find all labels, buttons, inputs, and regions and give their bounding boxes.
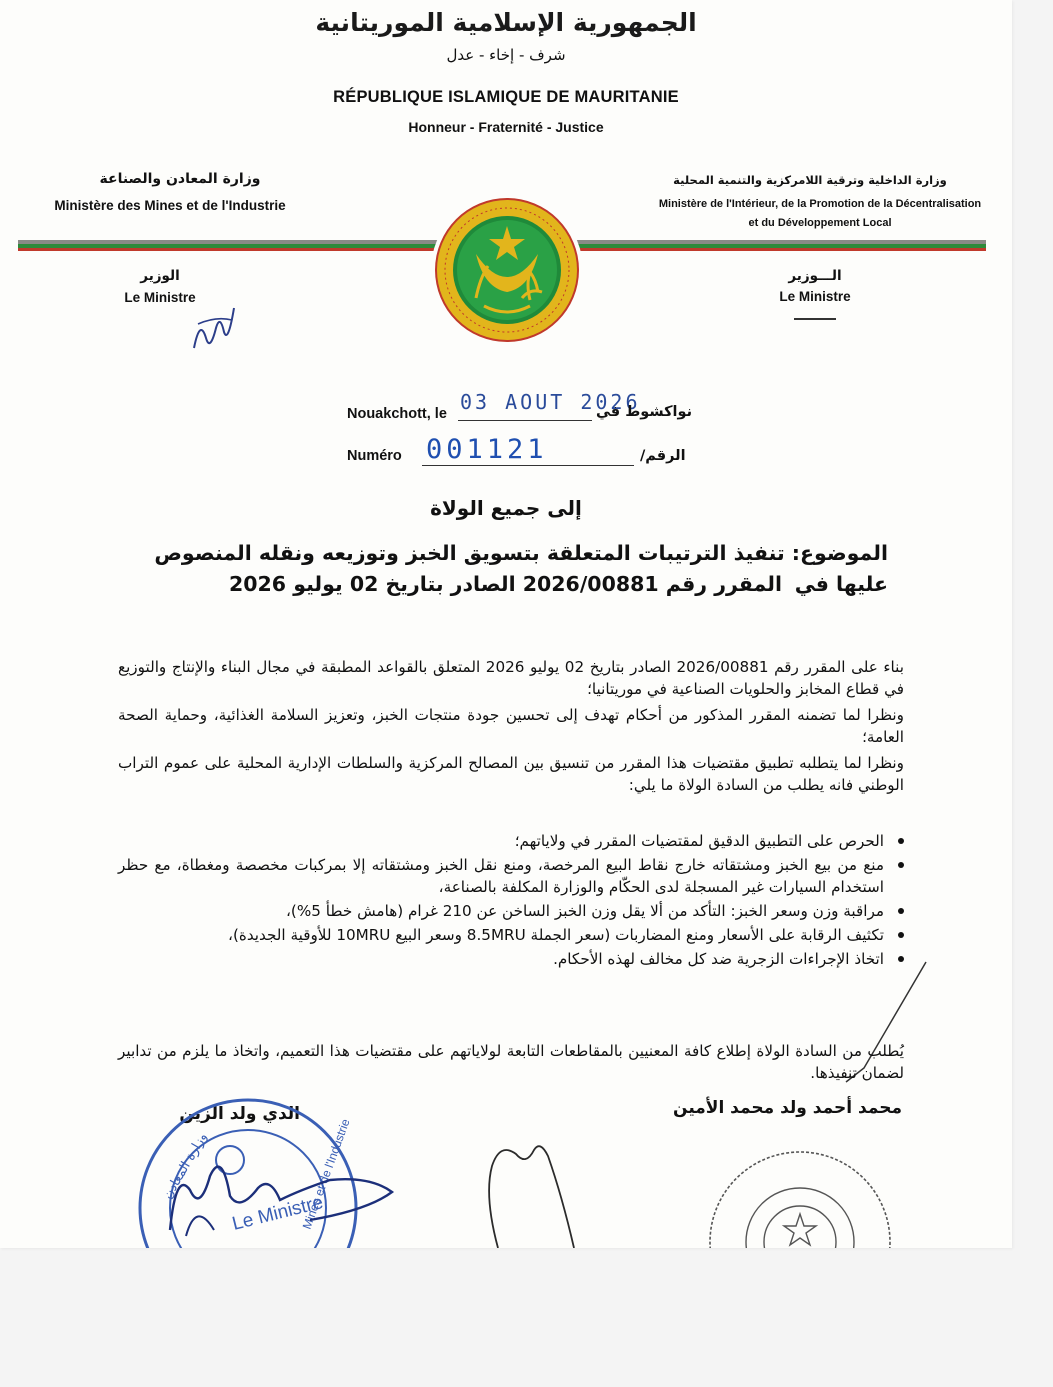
minister-title-right-ar: الـــوزير (788, 268, 842, 284)
stamp-text-minister: Le Ministre (230, 1191, 326, 1235)
instruction-text: الحرص على التطبيق الدقيق لمقتضيات المقرر في ولاياتهم؛ (514, 832, 884, 850)
bullet-icon (898, 908, 904, 914)
instruction-text: منع من بيع الخبز ومشتقاته خارج نقاط البيع المرخصة، ومنع نقل الخبز ومشتقاته إلا بمركبات مخصصة ومغطاة، مع حظر استخدام السيارات غير المسجلة لدى الحكّام والوزارة المكلفة بالصناعة، (118, 856, 884, 896)
minister-title-left-ar: الوزير (140, 268, 180, 284)
body-paragraph-3: ونظرا لما يتطلبه تطبيق مقتضيات هذا المقرر من تنسيق بين المصالح المركزية والسلطات الإدارية المحلية على عموم التراب الوطني فانه يطلب من السادة الولاة ما يلي: (118, 754, 904, 794)
list-item (118, 924, 884, 946)
bullet-icon (898, 862, 904, 868)
list-item (118, 900, 884, 922)
minister-title-left-fr: Le Ministre (124, 290, 196, 305)
signatory-right-name: محمد أحمد ولد محمد الأمين (673, 1098, 902, 1118)
list-item (118, 948, 884, 970)
ministry-interior-ar: وزارة الداخلية وترقية اللامركزية والتنمية المحلية (673, 173, 947, 187)
ministry-interior-fr-line2: et du Développement Local (748, 217, 892, 229)
interior-stamp-icon (700, 1150, 910, 1248)
subject-line-2: المقرر رقم 2026/00881 الصادر بتاريخ 02 يوليو 2026 (229, 572, 782, 596)
ministry-mines-ar: وزارة المعادن والصناعة (99, 171, 261, 187)
minister-title-right-fr: Le Ministre (779, 289, 851, 304)
ministry-interior-fr-line1: Ministère de l'Intérieur, de la Promotion de la Décentralisation (658, 198, 982, 210)
date-line (458, 420, 592, 421)
bullet-icon (898, 932, 904, 938)
instruction-text: تكثيف الرقابة على الأسعار ومنع المضاربات (سعر الجملة 8.5MRU وسعر البيع 10MRU للأوقية الجديدة)، (228, 926, 884, 944)
instructions-list (118, 830, 884, 972)
ministry-mines-fr: Ministère des Mines et de l'Industrie (54, 198, 286, 213)
number-label-fr: Numéro (347, 448, 402, 464)
place-label-ar: نواكشوط في (596, 404, 693, 420)
date-stamp: 03 AOUT 2026 (460, 390, 641, 414)
stamp-text-ministry: Mines et de l'Industrie (299, 1116, 353, 1232)
reference-number: 001121 (426, 434, 548, 465)
recipient: إلى جميع الولاة (430, 496, 582, 520)
handwritten-signature-icon (478, 1136, 598, 1248)
instruction-text: اتخاذ الإجراءات الزجرية ضد كل مخالف لهذه الأحكام. (553, 950, 884, 968)
instruction-text: مراقبة وزن وسعر الخبز: التأكد من ألا يقل وزن الخبز الساخن عن 210 غرام (هامش خطأ 5%)، (286, 902, 884, 920)
signatory-left-name: الدي ولد الزين (179, 1104, 300, 1124)
ministry-stamp-icon (130, 1080, 420, 1248)
number-line (422, 465, 634, 466)
motto-ar: شرف - إخاء - عدل (446, 46, 566, 64)
number-label-ar: الرقم/ (640, 448, 686, 464)
body-paragraph-2: ونظرا لما تضمنه المقرر المذكور من أحكام تهدف إلى تحسين جودة منتجات الخبز، وتعزيز السلامة الغذائية، وحماية الصحة العامة؛ (118, 706, 904, 746)
list-item (118, 830, 884, 852)
list-item (118, 854, 884, 898)
motto-fr: Honneur - Fraternité - Justice (408, 119, 604, 135)
republic-title-ar: الجمهورية الإسلامية الموريتانية (315, 8, 697, 37)
subject-line-1: الموضوع: تنفيذ الترتيبات المتعلقة بتسويق الخبز وتوزيعه ونقله المنصوص عليها في (154, 541, 888, 596)
republic-title-fr: RÉPUBLIQUE ISLAMIQUE DE MAURITANIE (333, 88, 679, 106)
ministry-interior-fr (640, 195, 1000, 233)
minister-underline (794, 318, 836, 320)
bullet-icon (898, 838, 904, 844)
body-paragraph-1: بناء على المقرر رقم 2026/00881 الصادر بتاريخ 02 يوليو 2026 المتعلق بالقواعد المطبقة في مجال البناء والإنتاج والتوزيع في قطاع المخابز والحلويات الصناعية في موريتانيا؛ (118, 658, 904, 698)
place-label-fr: Nouakchott, le (347, 406, 447, 422)
stamp-text-ar: وزارة المعادن (160, 1130, 211, 1202)
closing-paragraph: يُطلب من السادة الولاة إطلاع كافة المعنيين بالمقاطعات التابعة لولاياتهم على مقتضيات هذا التعميم، واتخاذ ما يلزم من تدابير لضمان تنفيذها. (118, 1042, 904, 1082)
national-seal-icon (418, 188, 596, 348)
